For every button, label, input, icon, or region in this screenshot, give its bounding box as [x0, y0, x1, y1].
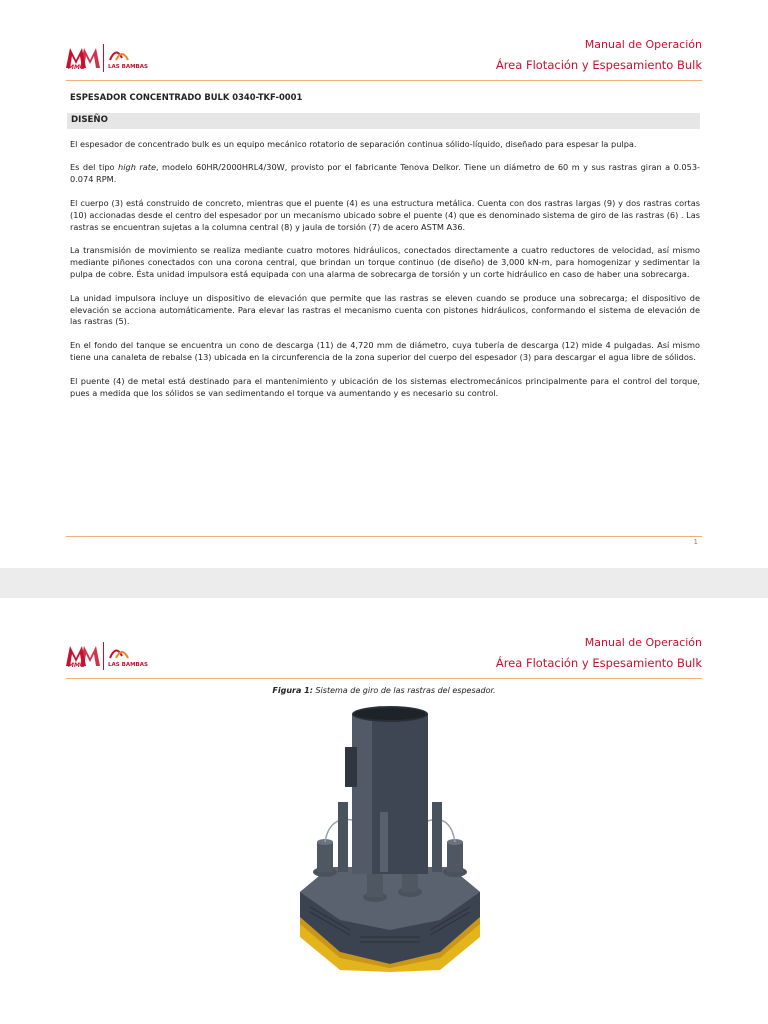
company-logo [66, 42, 156, 74]
paragraph-4: La transmisión de movimiento se realiza mediante cuatro motores hidráulicos, conectados directamente a cuatro reductores de velocidad, así mismo mediante piñones conectados con una corona central, que brindan un torque continuo (de diseño) de 3,000 kN-m, para homogenizar y sedimentar la pulpa de cobre. Ésta unidad impulsora está equipada con una alarma de sobrecarga de torsión y un corte hidráulico en caso de haber una sobrecarga. [70, 245, 700, 279]
paragraph-2-italic: high rate [118, 162, 156, 173]
paragraph-6: En el fondo del tanque se encuentra un cono de descarga (11) de 4,720 mm de diámetro, cuya tubería de descarga (12) mide 4 pulgadas. Así mismo tiene una canaleta de rebalse (13) ubicada en la circunferencia de la zona superior del cuerpo del espesador (3) para descargar el agua libre de sólidos. [70, 340, 700, 362]
section-heading: DISEÑO [67, 113, 700, 129]
paragraph-2-text-b: , modelo 60HR/2000HRL4/30W, provisto por el fabricante Tenova Delkor. Tiene un diámetro de 60 m y sus rastras giran a 0.053-0.074 RPM. [70, 162, 700, 185]
figure-label: Figura 1: [272, 686, 313, 695]
company-logo [66, 640, 156, 672]
paragraph-3: El cuerpo (3) está construido de concreto, mientras que el puente (4) es una estructura metálica. Cuenta con dos rastras largas (9) y dos rastras cortas (10) accionadas desde el centro del espesador por un mecanismo ubicado sobre el puente (4) que es denominado sistema de giro de las rastras (6) . Las rastras se encuentran sujetas a la columna central (8) y jaula de torsión (7) de acero ASTM A36. [70, 197, 700, 232]
paragraph-1: El espesador de concentrado bulk es un equipo mecánico rotatorio de separación continua sólido-líquido, diseñado para espesar la pulpa. [70, 138, 637, 149]
logo-text-las-bambas: LAS BAMBAS [108, 662, 148, 668]
document-title: ESPESADOR CONCENTRADO BULK 0340-TKF-0001 [70, 92, 303, 102]
figure-caption-text: Sistema de giro de las rastras del espesador. [312, 686, 496, 695]
logo-text-mmg: MMG [68, 64, 85, 71]
page-number: 1 [693, 538, 698, 546]
thickener-drive-figure [290, 702, 490, 972]
paragraph-2 [70, 162, 700, 186]
header-subtitle: Área Flotación y Espesamiento Bulk [495, 656, 702, 670]
header-divider [66, 80, 702, 81]
logo-text-mmg: MMG [68, 662, 85, 669]
header-title: Manual de Operación [584, 38, 702, 51]
paragraph-2-text-a: Es del tipo [70, 162, 119, 173]
header-divider [66, 678, 702, 679]
paragraph-7: El puente (4) de metal está destinado para el mantenimiento y ubicación de los sistemas electromecánicos principalmente para el control del torque, pues a medida que los sólidos se van sedimentando el torque va aumentando y es necesario su control. [70, 375, 700, 398]
page-1-content [70, 92, 700, 411]
header-title: Manual de Operación [584, 636, 702, 649]
header-subtitle: Área Flotación y Espesamiento Bulk [495, 58, 702, 72]
paragraph-5: La unidad impulsora incluye un dispositivo de elevación que permite que las rastras se eleven cuando se produce una sobrecarga; el dispositivo de elevación se acciona automáticamente. Para elevar las rastras el mecanismo cuenta con pistones hidráulicos, conformando el sistema de elevación de las rastras (5). [70, 292, 700, 327]
logo-text-las-bambas: LAS BAMBAS [108, 64, 148, 70]
footer-divider [66, 536, 702, 537]
figure-caption [0, 686, 768, 695]
